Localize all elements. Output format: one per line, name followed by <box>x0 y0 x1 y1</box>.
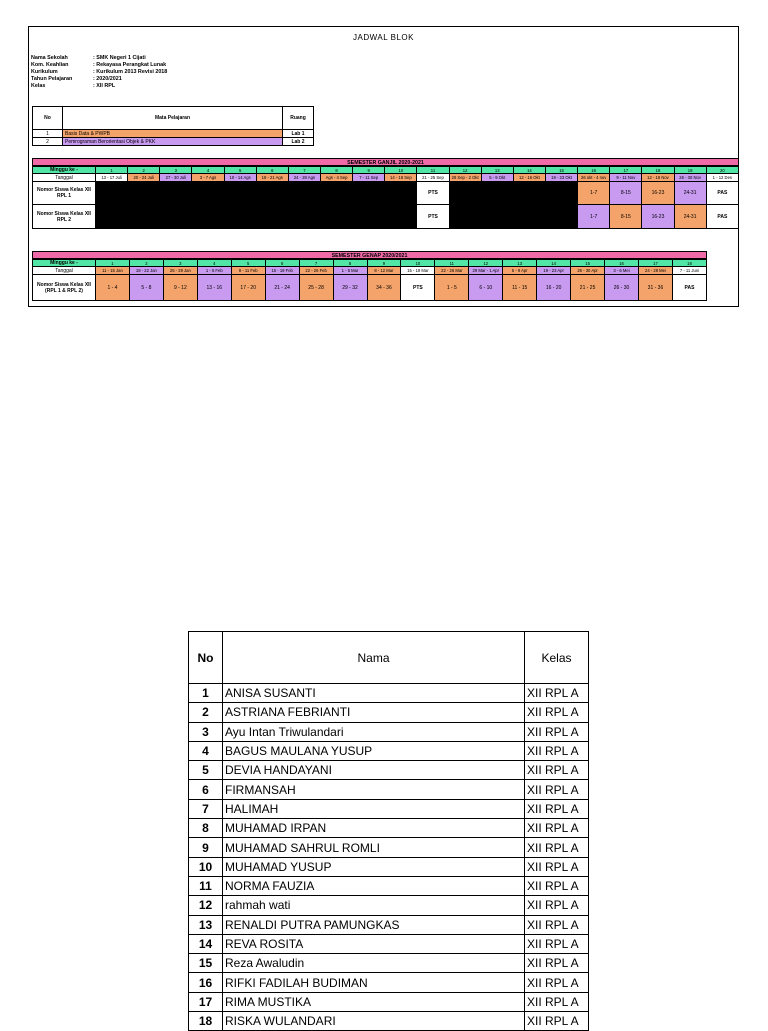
schedule-cell <box>481 182 513 205</box>
date-cell: 14 - 18 Sep <box>385 174 417 182</box>
student-row <box>189 722 589 741</box>
week-number: 1 <box>96 167 128 174</box>
date-cell: 19 - 23 Apr <box>537 267 571 275</box>
schedule-cell <box>513 182 545 205</box>
student-no: 4 <box>189 741 223 760</box>
week-number: 20 <box>706 167 738 174</box>
date-cell: 8 - 11 Feb <box>231 267 265 275</box>
week-number: 5 <box>231 260 265 267</box>
row-label: Nomor Siswa Kelas XII RPL 2 <box>33 205 96 229</box>
schedule-cell <box>224 205 256 229</box>
week-number: 9 <box>367 260 401 267</box>
week-number: 15 <box>545 167 577 174</box>
semester-genap-grid <box>32 259 707 301</box>
schedule-cell: 1 - 4 <box>96 275 130 301</box>
schedule-cell: 24-31 <box>674 205 706 229</box>
header-nama: Nama <box>223 632 525 684</box>
student-name: BAGUS MAULANA YUSUP <box>223 741 525 760</box>
student-no: 6 <box>189 780 223 799</box>
student-name: FIRMANSAH <box>223 780 525 799</box>
info-row <box>31 62 167 69</box>
student-no: 15 <box>189 954 223 973</box>
student-name: REVA ROSITA <box>223 934 525 953</box>
date-row <box>33 174 739 182</box>
date-cell: 1 - 5 Feb <box>197 267 231 275</box>
student-header-row <box>189 632 589 684</box>
week-number: 6 <box>256 167 288 174</box>
student-class: XII RPL A <box>525 741 589 760</box>
info-value: : 2020/2021 <box>93 76 122 82</box>
student-no: 18 <box>189 1012 223 1031</box>
date-cell: 8 - 12 Mar <box>367 267 401 275</box>
student-row <box>189 934 589 953</box>
week-number: 10 <box>401 260 435 267</box>
header-kelas: Kelas <box>525 632 589 684</box>
student-name: MUHAMAD IRPAN <box>223 819 525 838</box>
student-class: XII RPL A <box>525 992 589 1011</box>
schedule-cell <box>385 182 417 205</box>
student-class: XII RPL A <box>525 780 589 799</box>
schedule-cell: 16 - 20 <box>537 275 571 301</box>
week-number: 8 <box>333 260 367 267</box>
info-key: Kom. Keahlian <box>31 62 69 68</box>
date-cell: 18 - 22 Jan <box>129 267 163 275</box>
student-name: RIFKI FADILAH BUDIMAN <box>223 973 525 992</box>
week-number: 8 <box>320 167 352 174</box>
date-cell: 11 - 15 Jan <box>96 267 130 275</box>
student-row <box>189 876 589 895</box>
schedule-sheet <box>28 26 739 307</box>
student-row <box>189 915 589 934</box>
schedule-cell: 17 - 20 <box>231 275 265 301</box>
info-row <box>31 76 167 83</box>
schedule-cell <box>160 205 192 229</box>
schedule-cell: 16-23 <box>642 182 674 205</box>
date-cell: 3 - 6 Mei <box>605 267 639 275</box>
semester-genap-title: SEMESTER GENAP 2020/2021 <box>32 251 707 259</box>
schedule-cell: 31 - 36 <box>639 275 673 301</box>
schedule-cell <box>96 182 128 205</box>
schedule-cell: 1-7 <box>578 205 610 229</box>
schedule-cell: 6 - 10 <box>469 275 503 301</box>
header-no: No <box>33 107 63 130</box>
schedule-cell <box>320 205 352 229</box>
student-name: Ayu Intan Triwulandari <box>223 722 525 741</box>
date-cell: Ags - 4 Sep <box>320 174 352 182</box>
week-number: 4 <box>192 167 224 174</box>
date-cell: 3 - 7 Ags <box>192 174 224 182</box>
week-number: 15 <box>571 260 605 267</box>
schedule-cell: PTS <box>401 275 435 301</box>
student-no: 11 <box>189 876 223 895</box>
student-class: XII RPL A <box>525 973 589 992</box>
date-cell: 7 - 11 Juni <box>672 267 706 275</box>
student-no: 9 <box>189 838 223 857</box>
date-cell: 12 - 18 Nov <box>642 174 674 182</box>
student-name: DEVIA HANDAYANI <box>223 761 525 780</box>
row-label: Nomor Siswa Kelas XII RPL 1 <box>33 182 96 205</box>
info-key: Nama Sekolah <box>31 55 68 61</box>
student-class: XII RPL A <box>525 703 589 722</box>
schedule-cell <box>320 182 352 205</box>
student-name: RENALDI PUTRA PAMUNGKAS <box>223 915 525 934</box>
student-table <box>188 631 589 1031</box>
week-number: 12 <box>449 167 481 174</box>
subjects-header-row <box>33 107 314 130</box>
schedule-cell <box>224 182 256 205</box>
schedule-cell: 21 - 24 <box>265 275 299 301</box>
info-row <box>31 83 167 90</box>
date-cell: 25 - 29 Jan <box>163 267 197 275</box>
date-cell: 15 - 19 Mar <box>401 267 435 275</box>
week-number: 17 <box>639 260 673 267</box>
row-label: Nomor Siswa Kelas XII (RPL 1 & RPL 2) <box>33 275 96 301</box>
student-row <box>189 1012 589 1031</box>
student-name: MUHAMAD YUSUP <box>223 857 525 876</box>
date-row <box>33 267 707 275</box>
student-class: XII RPL A <box>525 876 589 895</box>
student-name: ANISA SUSANTI <box>223 684 525 703</box>
schedule-cell: 1 - 5 <box>435 275 469 301</box>
student-name: ASTRIANA FEBRIANTI <box>223 703 525 722</box>
student-number-row <box>33 182 739 205</box>
date-cell: 19 - 23 Okt <box>545 174 577 182</box>
week-number: 16 <box>605 260 639 267</box>
subject-name: Pemrograman Berorientasi Objek & PKK <box>63 138 283 146</box>
schedule-cell <box>353 205 385 229</box>
schedule-cell: 29 - 32 <box>333 275 367 301</box>
week-number: 13 <box>481 167 513 174</box>
student-row <box>189 992 589 1011</box>
date-cell: 24 - 28 Mei <box>639 267 673 275</box>
header-ruang: Ruang <box>283 107 314 130</box>
semester-ganjil-grid <box>32 166 739 229</box>
week-number: 2 <box>129 260 163 267</box>
student-no: 13 <box>189 915 223 934</box>
schedule-cell: 26 - 30 <box>605 275 639 301</box>
header-mapel: Mata Pelajaran <box>63 107 283 130</box>
date-cell: 13 - 17 Juli <box>96 174 128 182</box>
date-label: Tanggal <box>33 267 96 275</box>
date-cell: 27 - 30 Juli <box>160 174 192 182</box>
info-value: : Kurikulum 2013 Revisi 2018 <box>93 69 168 75</box>
schedule-cell <box>192 205 224 229</box>
student-no: 12 <box>189 896 223 915</box>
header-no: No <box>189 632 223 684</box>
date-cell: 12 - 16 Okt <box>513 174 545 182</box>
schedule-cell <box>288 205 320 229</box>
student-class: XII RPL A <box>525 684 589 703</box>
student-row <box>189 761 589 780</box>
week-number: 3 <box>163 260 197 267</box>
schedule-cell: 21 - 25 <box>571 275 605 301</box>
schedule-cell: 11 - 15 <box>503 275 537 301</box>
date-cell: 29 Mar - 1 Apr <box>469 267 503 275</box>
schedule-cell: 25 - 28 <box>299 275 333 301</box>
subject-no: 1 <box>33 130 63 138</box>
subjects-table <box>32 106 314 146</box>
week-number: 16 <box>578 167 610 174</box>
week-number: 11 <box>435 260 469 267</box>
schedule-cell: PTS <box>417 182 449 205</box>
student-class: XII RPL A <box>525 915 589 934</box>
semester-ganjil-title: SEMESTER GANJIL 2020-2021 <box>32 158 739 166</box>
schedule-cell <box>128 205 160 229</box>
week-number: 10 <box>385 167 417 174</box>
subject-room: Lab 2 <box>283 138 314 146</box>
week-number: 14 <box>513 167 545 174</box>
week-number: 2 <box>128 167 160 174</box>
schedule-cell: 9 - 12 <box>163 275 197 301</box>
info-key: Kelas <box>31 83 46 89</box>
schedule-cell <box>288 182 320 205</box>
schedule-cell: 13 - 16 <box>197 275 231 301</box>
subject-no: 2 <box>33 138 63 146</box>
student-no: 5 <box>189 761 223 780</box>
student-row <box>189 684 589 703</box>
schedule-cell: 24-31 <box>674 182 706 205</box>
info-row <box>31 69 167 76</box>
date-cell: 18 - 21 Ags <box>256 174 288 182</box>
student-class: XII RPL A <box>525 1012 589 1031</box>
student-no: 8 <box>189 819 223 838</box>
student-no: 10 <box>189 857 223 876</box>
student-row <box>189 857 589 876</box>
student-class: XII RPL A <box>525 761 589 780</box>
schedule-cell: 16-23 <box>642 205 674 229</box>
schedule-cell <box>481 205 513 229</box>
subject-row <box>33 138 314 146</box>
schedule-cell: PAS <box>672 275 706 301</box>
date-cell: 1 - 5 Mar <box>333 267 367 275</box>
student-class: XII RPL A <box>525 857 589 876</box>
subject-name: Basis Data & PWPB <box>63 130 283 138</box>
date-cell: 7 - 11 Sep <box>353 174 385 182</box>
student-name: RIMA MUSTIKA <box>223 992 525 1011</box>
student-no: 3 <box>189 722 223 741</box>
student-class: XII RPL A <box>525 954 589 973</box>
student-no: 1 <box>189 684 223 703</box>
date-cell: 24 - 28 Ags <box>288 174 320 182</box>
student-name: RISKA WULANDARI <box>223 1012 525 1031</box>
week-number: 11 <box>417 167 449 174</box>
week-number: 3 <box>160 167 192 174</box>
student-row <box>189 741 589 760</box>
schedule-cell <box>256 205 288 229</box>
date-cell: 26 - 30 Nov <box>674 174 706 182</box>
student-no: 7 <box>189 799 223 818</box>
schedule-cell <box>192 182 224 205</box>
student-no: 2 <box>189 703 223 722</box>
week-number: 18 <box>642 167 674 174</box>
schedule-title: JADWAL BLOK <box>353 33 414 42</box>
student-row <box>189 896 589 915</box>
schedule-cell <box>385 205 417 229</box>
student-row <box>189 780 589 799</box>
week-label: Minggu ke - <box>33 260 96 267</box>
week-number: 13 <box>503 260 537 267</box>
subject-room: Lab 1 <box>283 130 314 138</box>
schedule-cell <box>160 182 192 205</box>
week-row <box>33 167 739 174</box>
schedule-cell <box>256 182 288 205</box>
info-key: Kurikulum <box>31 69 58 75</box>
week-number: 7 <box>299 260 333 267</box>
week-number: 1 <box>96 260 130 267</box>
student-row <box>189 799 589 818</box>
student-name: rahmah wati <box>223 896 525 915</box>
week-number: 4 <box>197 260 231 267</box>
schedule-cell <box>449 182 481 205</box>
info-value: : Rekayasa Perangkat Lunak <box>93 62 167 68</box>
schedule-cell <box>545 182 577 205</box>
info-value: : SMK Negeri 1 Cijati <box>93 55 146 61</box>
week-label: Minggu ke - <box>33 167 96 174</box>
student-no: 17 <box>189 992 223 1011</box>
subject-row <box>33 130 314 138</box>
student-row <box>189 819 589 838</box>
info-value: : XII RPL <box>93 83 116 89</box>
date-cell: 9 - 11 Nov <box>610 174 642 182</box>
schedule-cell <box>96 205 128 229</box>
schedule-cell <box>353 182 385 205</box>
schedule-cell <box>449 205 481 229</box>
student-row <box>189 703 589 722</box>
school-info <box>31 55 167 90</box>
week-number: 6 <box>265 260 299 267</box>
student-row <box>189 973 589 992</box>
schedule-cell <box>545 205 577 229</box>
date-cell: 5 - 9 Apr <box>503 267 537 275</box>
week-number: 7 <box>288 167 320 174</box>
student-name: MUHAMAD SAHRUL ROMLI <box>223 838 525 857</box>
date-label: Tanggal <box>33 174 96 182</box>
week-number: 19 <box>674 167 706 174</box>
date-cell: 26 - 30 Apr <box>571 267 605 275</box>
week-row <box>33 260 707 267</box>
info-key: Tahun Pelajaran <box>31 76 73 82</box>
schedule-cell <box>513 205 545 229</box>
week-number: 17 <box>610 167 642 174</box>
student-class: XII RPL A <box>525 934 589 953</box>
date-cell: 5 - 9 Okt <box>481 174 513 182</box>
date-cell: 26 okt - 4 nov <box>578 174 610 182</box>
student-row <box>189 954 589 973</box>
student-name: HALIMAH <box>223 799 525 818</box>
info-row <box>31 55 167 62</box>
student-class: XII RPL A <box>525 838 589 857</box>
student-class: XII RPL A <box>525 799 589 818</box>
student-name: Reza Awaludin <box>223 954 525 973</box>
student-class: XII RPL A <box>525 722 589 741</box>
student-name: NORMA FAUZIA <box>223 876 525 895</box>
date-cell: 10 - 14 Ags <box>224 174 256 182</box>
date-cell: 21 - 25 Sep <box>417 174 449 182</box>
date-cell: 28 Sep - 2 Okt <box>449 174 481 182</box>
week-number: 9 <box>353 167 385 174</box>
student-no: 16 <box>189 973 223 992</box>
week-number: 12 <box>469 260 503 267</box>
student-class: XII RPL A <box>525 819 589 838</box>
schedule-cell: PTS <box>417 205 449 229</box>
schedule-cell: 8-15 <box>610 205 642 229</box>
schedule-cell: 5 - 8 <box>129 275 163 301</box>
student-number-row <box>33 205 739 229</box>
date-cell: 20 - 24 Juli <box>128 174 160 182</box>
date-cell: 22 - 26 Feb <box>299 267 333 275</box>
schedule-cell: 34 - 36 <box>367 275 401 301</box>
schedule-cell: PAS <box>706 205 738 229</box>
student-number-row <box>33 275 707 301</box>
week-number: 14 <box>537 260 571 267</box>
date-cell: 1 - 12 Des <box>706 174 738 182</box>
schedule-cell: 8-15 <box>610 182 642 205</box>
schedule-cell: 1-7 <box>578 182 610 205</box>
week-number: 5 <box>224 167 256 174</box>
student-row <box>189 838 589 857</box>
student-no: 14 <box>189 934 223 953</box>
schedule-cell: PAS <box>706 182 738 205</box>
week-number: 18 <box>672 260 706 267</box>
date-cell: 22 - 26 Mar <box>435 267 469 275</box>
date-cell: 15 - 19 Feb <box>265 267 299 275</box>
schedule-cell <box>128 182 160 205</box>
student-class: XII RPL A <box>525 896 589 915</box>
